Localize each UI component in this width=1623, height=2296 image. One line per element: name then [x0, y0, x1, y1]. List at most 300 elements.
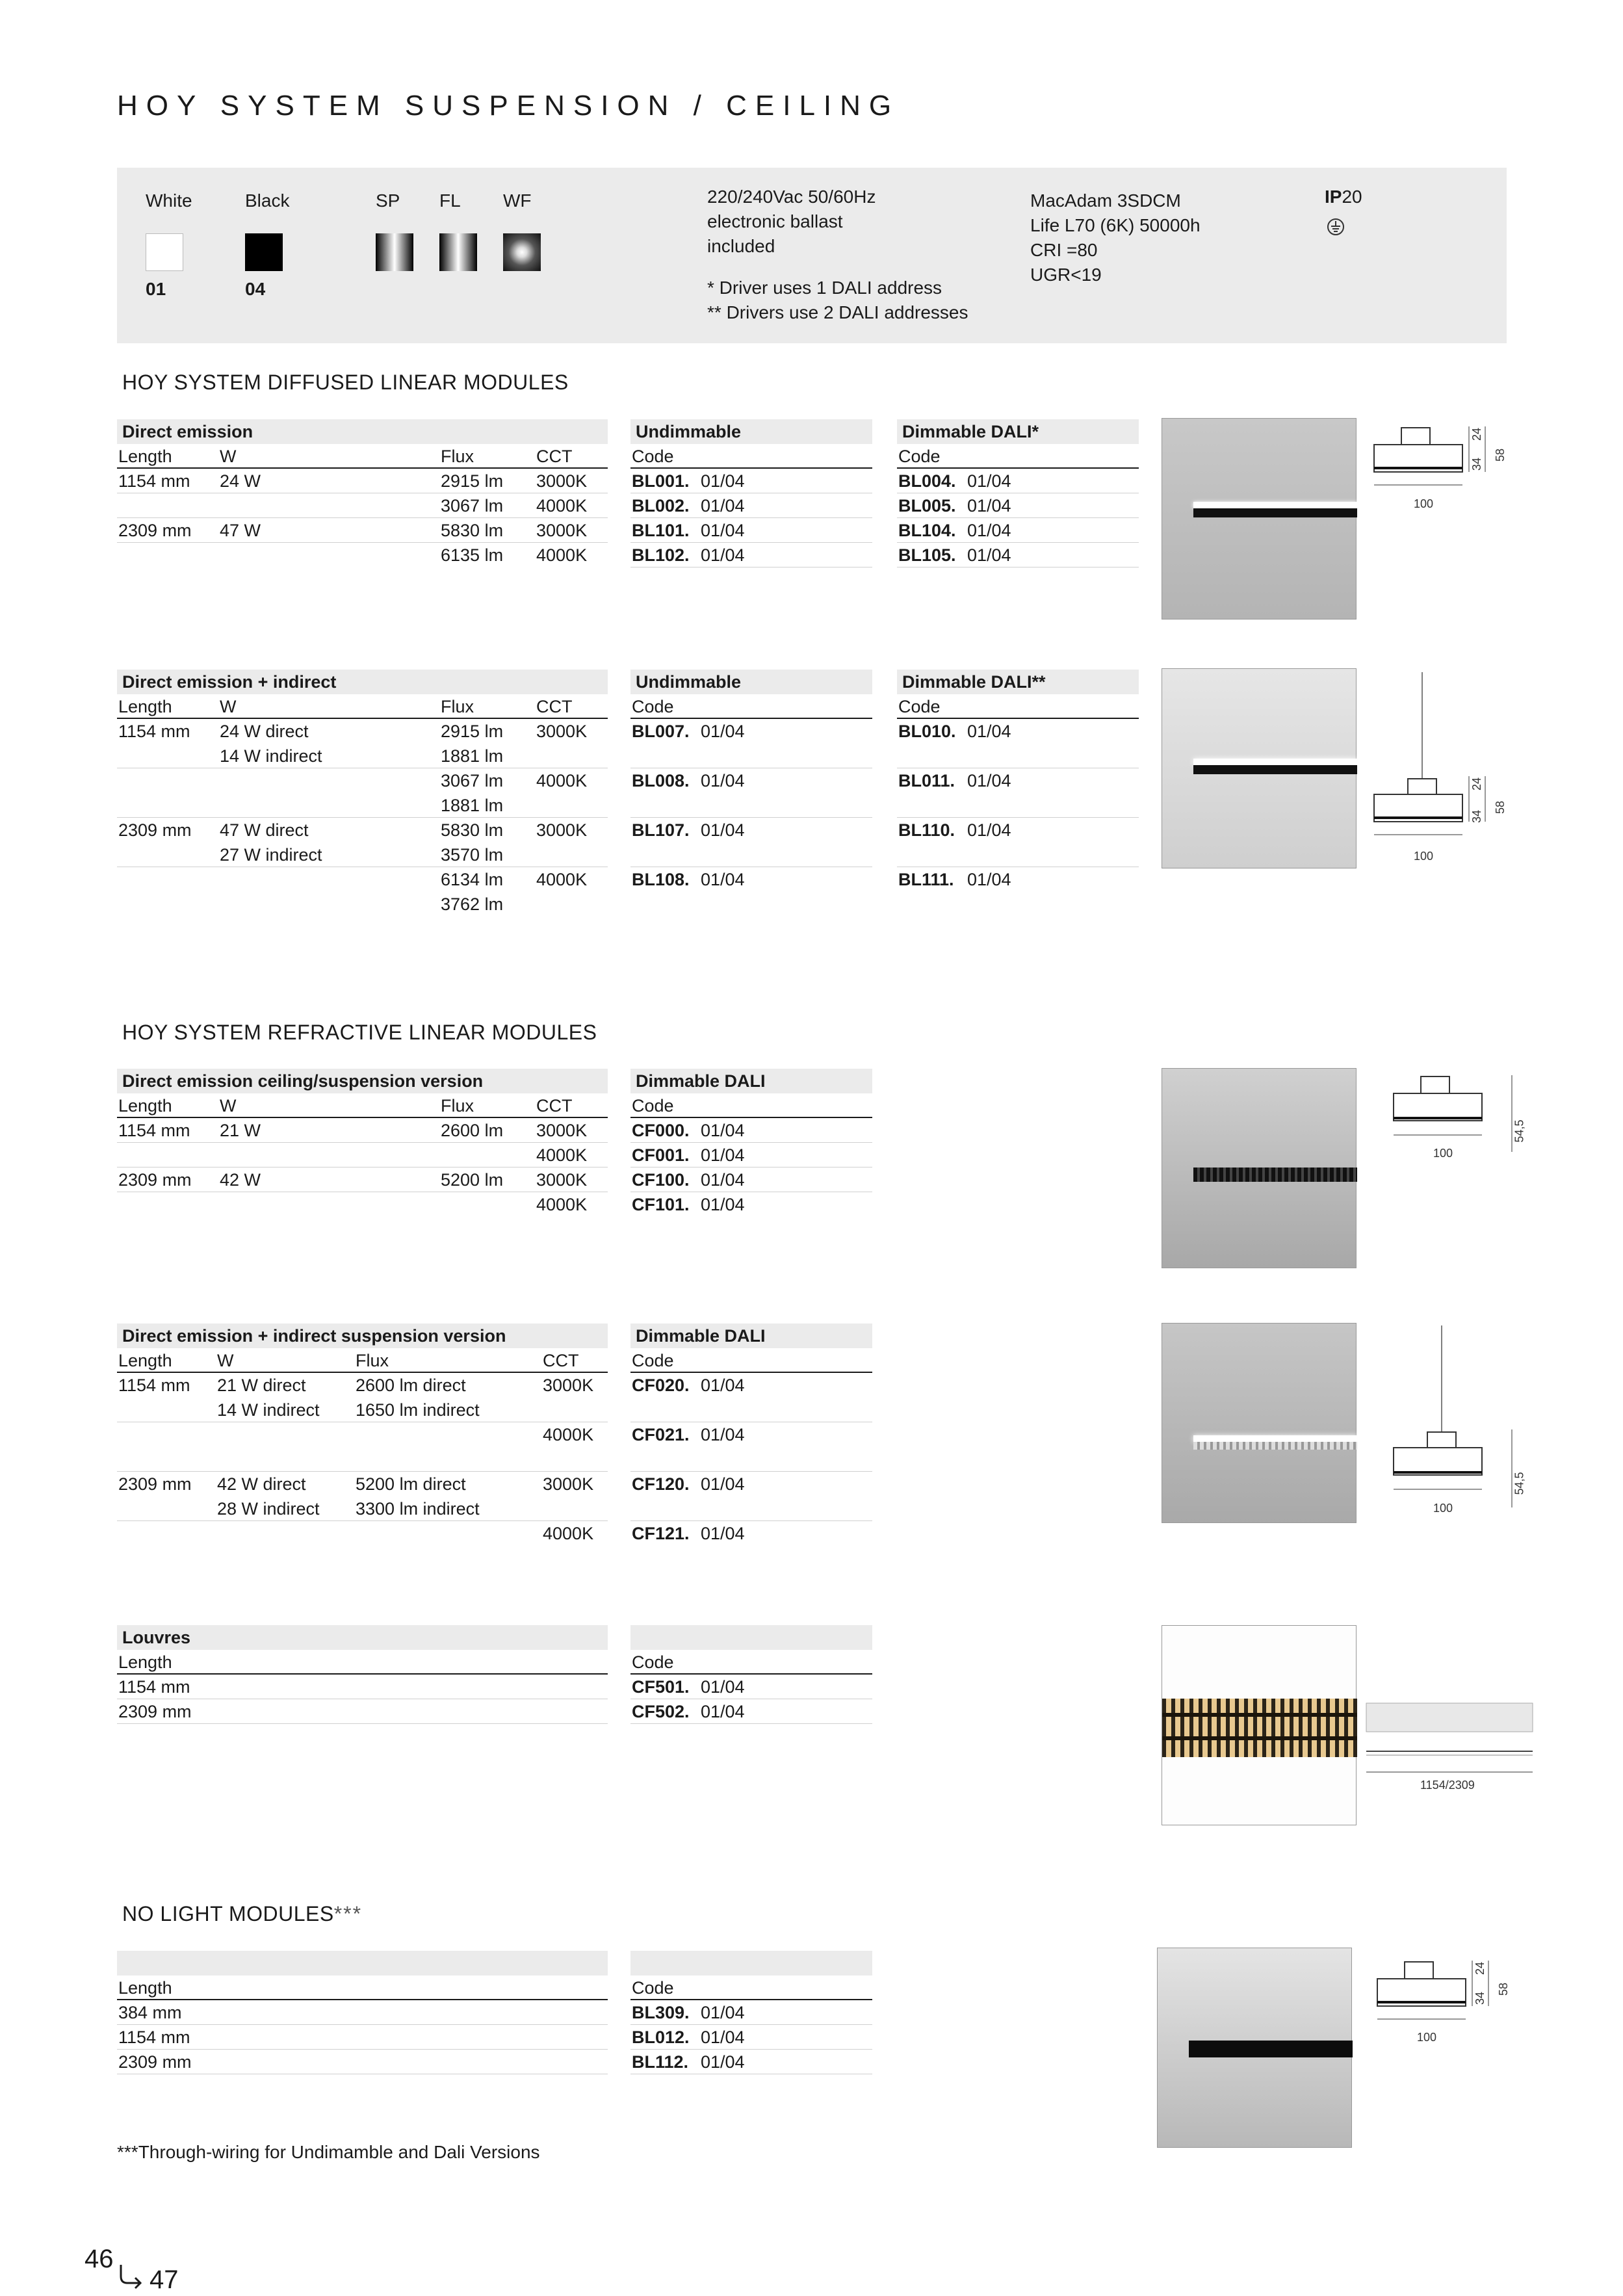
- table-row: [630, 1168, 872, 1192]
- table-row: [117, 493, 608, 518]
- table-title: Dimmable DALI*: [897, 419, 1139, 444]
- cct-cell: 4000K: [543, 1524, 594, 1543]
- nolight-code-table: [630, 1951, 872, 2074]
- flux-cell: 6134 lm: [441, 870, 504, 889]
- finish-cell: 01/04: [967, 545, 1011, 565]
- table-title-blank: [630, 1625, 872, 1650]
- table-row: [117, 1168, 608, 1192]
- dim-height: 54,5: [1513, 1472, 1526, 1495]
- table-header: [630, 1093, 872, 1118]
- optic-sp-label: SP: [376, 190, 400, 211]
- finish-cell: 01/04: [701, 1474, 745, 1494]
- flux-indirect-cell: 3762 lm: [441, 894, 504, 914]
- optic-wf-label: WF: [503, 190, 532, 211]
- table-title: Direct emission ceiling/suspension version: [117, 1069, 608, 1093]
- lamp-body: [1193, 508, 1357, 517]
- code-cell: CF001.: [632, 1145, 690, 1165]
- lamp-body: [1193, 1442, 1357, 1450]
- length-cell: 1154 mm: [118, 2028, 190, 2047]
- table-row: [630, 768, 872, 818]
- table-row: [897, 719, 1139, 768]
- length-cell: 2309 mm: [118, 1170, 192, 1190]
- table-row: [897, 867, 1139, 917]
- code-cell: CF100.: [632, 1170, 690, 1190]
- dim-a: 24: [1470, 777, 1484, 791]
- code-cell: CF501.: [632, 1677, 690, 1697]
- table-row: [117, 1521, 608, 1571]
- dim-width: 100: [1433, 1147, 1453, 1160]
- col-code: Code: [632, 697, 674, 716]
- finish-cell: 01/04: [701, 771, 745, 790]
- table-title: Undimmable: [630, 419, 872, 444]
- flux-indirect-cell: 1881 lm: [441, 746, 504, 766]
- table-row: [117, 1118, 608, 1143]
- table-row: [117, 768, 608, 818]
- code-cell: BL102.: [632, 545, 690, 565]
- col-cct: CCT: [536, 1096, 573, 1115]
- code-cell: CF020.: [632, 1376, 690, 1395]
- col-length: Length: [118, 1351, 172, 1370]
- ip-value: 20: [1342, 187, 1362, 207]
- col-flux: Flux: [441, 1096, 474, 1115]
- black-swatch: [245, 233, 283, 271]
- lamp-light-strip: [1193, 1435, 1357, 1442]
- finish-white-code: 01: [146, 279, 166, 299]
- table-header: [897, 444, 1139, 469]
- col-length: Length: [118, 1652, 172, 1672]
- finish-cell: 01/04: [701, 1195, 745, 1214]
- product-photo-refractive-ceiling: [1162, 1068, 1357, 1268]
- table-title-blank: [630, 1951, 872, 1976]
- refractive-ceiling-dali-table: [630, 1069, 872, 1217]
- col-cct: CCT: [543, 1351, 579, 1370]
- w-cell: 21 W direct: [217, 1376, 306, 1395]
- code-cell: CF000.: [632, 1121, 690, 1140]
- dimension-drawing-louvres: [1365, 1702, 1535, 1780]
- col-length: Length: [118, 447, 172, 466]
- code-cell: BL108.: [632, 870, 690, 889]
- dimension-drawing-diffused-indirect: [1371, 670, 1501, 865]
- length-cell: 2309 mm: [118, 820, 192, 840]
- cct-cell: 4000K: [536, 496, 588, 515]
- table-title: Direct emission + indirect: [117, 670, 608, 694]
- cct-cell: 3000K: [536, 471, 588, 491]
- col-code: Code: [632, 447, 674, 466]
- table-row: [117, 1699, 608, 1724]
- table-row: [117, 469, 608, 493]
- col-code: Code: [898, 697, 941, 716]
- next-page-link[interactable]: 47: [149, 2265, 179, 2294]
- nolight-heading-text: NO LIGHT MODULES: [122, 1902, 334, 1925]
- cct-cell: 3000K: [536, 722, 588, 741]
- dim-c: 58: [1497, 1982, 1511, 1996]
- col-w: W: [220, 447, 237, 466]
- finish-cell: 01/04: [701, 1145, 745, 1165]
- w-indirect-cell: 28 W indirect: [217, 1499, 320, 1519]
- finish-cell: 01/04: [701, 1170, 745, 1190]
- table-row: [630, 2050, 872, 2074]
- table-row: [630, 867, 872, 917]
- dim-a: 24: [1474, 1961, 1487, 1976]
- table-header: [117, 1348, 608, 1373]
- dali-note-2: ** Drivers use 2 DALI addresses: [707, 302, 968, 322]
- col-code: Code: [632, 1978, 674, 1998]
- louvre-bar: [1162, 1713, 1357, 1717]
- table-row: [897, 543, 1139, 567]
- table-row: [630, 543, 872, 567]
- optic-fl-icon: [439, 233, 477, 271]
- dim-c: 58: [1494, 800, 1507, 815]
- code-cell: BL110.: [898, 820, 955, 840]
- cct-cell: 3000K: [536, 820, 588, 840]
- cct-cell: 3000K: [536, 1121, 588, 1140]
- finish-cell: 01/04: [701, 722, 745, 741]
- col-code: Code: [632, 1351, 674, 1370]
- flux-cell: 2600 lm direct: [356, 1376, 466, 1395]
- lamp-light-strip: [1193, 502, 1357, 508]
- product-photo-diffused-direct: [1162, 418, 1357, 620]
- flux-indirect-cell: 1650 lm indirect: [356, 1400, 480, 1420]
- table-row: [117, 1373, 608, 1422]
- w-cell: 21 W: [220, 1121, 261, 1140]
- refractive-suspension-dali-table: [630, 1324, 872, 1571]
- finish-cell: 01/04: [701, 1702, 745, 1721]
- length-cell: 1154 mm: [118, 1677, 190, 1697]
- flux-cell: 2915 lm: [441, 722, 504, 741]
- code-cell: BL309.: [632, 2003, 690, 2022]
- flux-cell: 3067 lm: [441, 496, 504, 515]
- dim-width: 100: [1433, 1502, 1453, 1515]
- table-title: Direct emission + indirect suspension version: [117, 1324, 608, 1348]
- length-cell: 2309 mm: [118, 1702, 192, 1721]
- col-cct: CCT: [536, 697, 573, 716]
- finish-cell: 01/04: [701, 820, 745, 840]
- w-cell: 47 W direct: [220, 820, 309, 840]
- code-cell: CF502.: [632, 1702, 690, 1721]
- finish-cell: 01/04: [967, 820, 1011, 840]
- cct-cell: 4000K: [536, 1195, 588, 1214]
- table-header: [117, 1976, 608, 2000]
- finish-cell: 01/04: [701, 1376, 745, 1395]
- table-row: [630, 1699, 872, 1724]
- dim-width: 100: [1417, 2031, 1437, 2044]
- table-row: [630, 469, 872, 493]
- code-cell: CF120.: [632, 1474, 690, 1494]
- lamp-body: [1193, 765, 1357, 774]
- optic-wf-icon: [503, 233, 541, 271]
- cct-cell: 3000K: [543, 1474, 594, 1494]
- flux-cell: 2600 lm: [441, 1121, 504, 1140]
- table-row: [630, 1118, 872, 1143]
- table-header: [117, 1650, 608, 1675]
- table-row: [630, 493, 872, 518]
- dim-width: 100: [1414, 497, 1434, 510]
- diffused-indirect-table: [117, 670, 608, 917]
- lamp-body: [1193, 1168, 1357, 1182]
- white-swatch: [146, 233, 183, 271]
- table-row: [117, 1143, 608, 1168]
- flux-indirect-cell: 3300 lm indirect: [356, 1499, 480, 1519]
- code-cell: BL011.: [898, 771, 955, 790]
- finish-cell: 01/04: [701, 496, 745, 515]
- finish-black-code: 04: [245, 279, 266, 299]
- refractive-suspension-table: [117, 1324, 608, 1571]
- col-w: W: [220, 1096, 237, 1115]
- louvre-bar: [1162, 1736, 1357, 1740]
- page-title: HOY SYSTEM SUSPENSION / CEILING: [117, 90, 900, 122]
- table-row: [630, 1675, 872, 1699]
- table-row: [117, 1675, 608, 1699]
- table-row: [630, 1192, 872, 1217]
- table-row: [117, 818, 608, 867]
- table-row: [117, 2050, 608, 2074]
- table-row: [630, 719, 872, 768]
- col-length: Length: [118, 1096, 172, 1115]
- code-cell: CF121.: [632, 1524, 690, 1543]
- code-cell: BL104.: [898, 521, 956, 540]
- w-indirect-cell: 27 W indirect: [220, 845, 322, 865]
- louvres-table: [117, 1625, 608, 1724]
- table-row: [630, 1422, 872, 1472]
- w-indirect-cell: 14 W indirect: [217, 1400, 320, 1420]
- table-row: [630, 1373, 872, 1422]
- table-header: [630, 694, 872, 719]
- col-flux: Flux: [441, 697, 474, 716]
- cct-cell: 3000K: [543, 1376, 594, 1395]
- page-number: 46: [84, 2245, 114, 2273]
- finish-cell: 01/04: [701, 545, 745, 565]
- flux-indirect-cell: 3570 lm: [441, 845, 504, 865]
- electrical-line-1: 220/240Vac 50/60Hz: [707, 187, 876, 207]
- dimension-drawing-refractive-suspension: [1391, 1323, 1521, 1518]
- table-header: [630, 444, 872, 469]
- finish-cell: 01/04: [967, 771, 1011, 790]
- length-cell: 1154 mm: [118, 1376, 190, 1395]
- finish-cell: 01/04: [967, 521, 1011, 540]
- finish-cell: 01/04: [701, 521, 745, 540]
- refractive-ceiling-table: [117, 1069, 608, 1217]
- w-cell: 24 W direct: [220, 722, 309, 741]
- dim-a: 24: [1470, 427, 1484, 441]
- dim-b: 34: [1474, 1991, 1487, 2005]
- finish-cell: 01/04: [701, 2003, 745, 2022]
- table-title: Louvres: [117, 1625, 608, 1650]
- code-cell: BL004.: [898, 471, 956, 491]
- finish-cell: 01/04: [701, 1524, 745, 1543]
- table-title-blank: [117, 1951, 608, 1976]
- cct-cell: 4000K: [536, 870, 588, 889]
- flux-indirect-cell: 1881 lm: [441, 796, 504, 815]
- table-row: [630, 1521, 872, 1571]
- flux-cell: 5200 lm: [441, 1170, 504, 1190]
- spec-line-3: CRI =80: [1030, 240, 1098, 260]
- code-cell: BL002.: [632, 496, 690, 515]
- table-header: [630, 1976, 872, 2000]
- code-cell: BL111.: [898, 870, 954, 889]
- dim-c: 58: [1494, 448, 1507, 462]
- col-cct: CCT: [536, 447, 573, 466]
- dim-height: 54,5: [1513, 1119, 1526, 1143]
- table-row: [117, 2000, 608, 2025]
- code-cell: BL105.: [898, 545, 956, 565]
- code-cell: BL107.: [632, 820, 690, 840]
- length-cell: 2309 mm: [118, 1474, 192, 1494]
- product-photo-no-light: [1157, 1948, 1352, 2148]
- code-cell: CF021.: [632, 1425, 690, 1444]
- table-title: Dimmable DALI: [630, 1324, 872, 1348]
- finish-cell: 01/04: [967, 471, 1011, 491]
- table-row: [630, 1143, 872, 1168]
- ip-rating: [1325, 185, 1362, 209]
- cct-cell: 4000K: [536, 771, 588, 790]
- length-cell: 2309 mm: [118, 2052, 192, 2072]
- dali-note-1: * Driver uses 1 DALI address: [707, 278, 942, 298]
- optic-fl-label: FL: [439, 190, 461, 211]
- table-row: [897, 768, 1139, 818]
- louvres-code-table: [630, 1625, 872, 1724]
- length-cell: 384 mm: [118, 2003, 182, 2022]
- louvre-grid: [1162, 1699, 1357, 1757]
- table-row: [117, 1192, 608, 1217]
- table-row: [117, 543, 608, 567]
- ip-label: IP: [1325, 187, 1342, 207]
- lamp-body: [1189, 2041, 1353, 2057]
- col-length: Length: [118, 697, 172, 716]
- spec-line-1: MacAdam 3SDCM: [1030, 190, 1181, 211]
- w-cell: 42 W direct: [217, 1474, 306, 1494]
- refractive-heading: HOY SYSTEM REFRACTIVE LINEAR MODULES: [122, 1021, 597, 1044]
- flux-cell: 5200 lm direct: [356, 1474, 466, 1494]
- finish-cell: 01/04: [701, 2052, 745, 2072]
- nolight-stars: ***: [333, 1902, 363, 1925]
- table-row: [117, 1472, 608, 1521]
- length-cell: 1154 mm: [118, 1121, 190, 1140]
- nolight-table: [117, 1951, 608, 2074]
- table-row: [117, 1422, 608, 1472]
- table-header: [630, 1650, 872, 1675]
- table-header: [117, 694, 608, 719]
- cct-cell: 3000K: [536, 521, 588, 540]
- finish-cell: 01/04: [967, 870, 1011, 889]
- w-cell: 24 W: [220, 471, 261, 491]
- optic-sp-icon: [376, 233, 413, 271]
- length-cell: 1154 mm: [118, 471, 190, 491]
- table-row: [630, 2000, 872, 2025]
- dim-b: 34: [1470, 457, 1484, 471]
- length-cell: 2309 mm: [118, 521, 192, 540]
- table-row: [897, 818, 1139, 867]
- table-row: [117, 518, 608, 543]
- flux-cell: 5830 lm: [441, 521, 504, 540]
- electrical-line-2: electronic ballast: [707, 211, 843, 231]
- finish-cell: 01/04: [701, 1677, 745, 1697]
- cct-cell: 3000K: [536, 1170, 588, 1190]
- table-title: Undimmable: [630, 670, 872, 694]
- finish-cell: 01/04: [967, 722, 1011, 741]
- next-page-arrow-icon[interactable]: [117, 2262, 144, 2289]
- dim-width: 100: [1414, 850, 1434, 863]
- flux-cell: 6135 lm: [441, 545, 504, 565]
- w-cell: 42 W: [220, 1170, 261, 1190]
- product-photo-diffused-indirect: [1162, 668, 1357, 868]
- table-row: [630, 818, 872, 867]
- diffused-indirect-dali-table: [897, 670, 1139, 917]
- table-row: [897, 493, 1139, 518]
- flux-cell: 3067 lm: [441, 771, 504, 790]
- code-cell: BL008.: [632, 771, 690, 790]
- electrical-line-3: included: [707, 236, 775, 256]
- col-w: W: [220, 697, 237, 716]
- spec-line-4: UGR<19: [1030, 265, 1102, 285]
- diffused-direct-table: [117, 419, 608, 567]
- code-cell: BL005.: [898, 496, 956, 515]
- info-box: [117, 168, 1507, 343]
- table-header: [117, 444, 608, 469]
- table-row: [117, 867, 608, 917]
- code-cell: BL012.: [632, 2028, 690, 2047]
- table-row: [117, 2025, 608, 2050]
- flux-cell: 2915 lm: [441, 471, 504, 491]
- table-header: [897, 694, 1139, 719]
- finish-cell: 01/04: [701, 1425, 745, 1444]
- finish-cell: 01/04: [701, 2028, 745, 2047]
- finish-cell: 01/04: [701, 1121, 745, 1140]
- col-code: Code: [632, 1096, 674, 1115]
- footnote: ***Through-wiring for Undimamble and Dali Versions: [117, 2142, 540, 2162]
- lamp-light-strip: [1193, 759, 1357, 765]
- product-photo-louvres: [1162, 1625, 1357, 1825]
- table-row: [630, 518, 872, 543]
- table-row: [630, 1472, 872, 1521]
- col-w: W: [217, 1351, 234, 1370]
- table-row: [117, 719, 608, 768]
- length-cell: 1154 mm: [118, 722, 190, 741]
- code-cell: BL010.: [898, 722, 956, 741]
- finish-white-label: White: [146, 190, 192, 211]
- cct-cell: 4000K: [536, 1145, 588, 1165]
- code-cell: BL007.: [632, 722, 690, 741]
- col-flux: Flux: [356, 1351, 389, 1370]
- diffused-direct-undim-table: [630, 419, 872, 567]
- diffused-indirect-undim-table: [630, 670, 872, 917]
- code-cell: CF101.: [632, 1195, 690, 1214]
- table-header: [630, 1348, 872, 1373]
- spec-line-2: Life L70 (6K) 50000h: [1030, 215, 1201, 235]
- dimension-drawing-refractive-ceiling: [1391, 1071, 1521, 1162]
- col-length: Length: [118, 1978, 172, 1998]
- nolight-heading: [122, 1901, 362, 1927]
- code-cell: BL101.: [632, 521, 690, 540]
- dim-length: 1154/2309: [1420, 1779, 1475, 1792]
- cct-cell: 4000K: [543, 1425, 594, 1444]
- w-cell: 47 W: [220, 521, 261, 540]
- dim-b: 34: [1470, 809, 1484, 824]
- w-indirect-cell: 14 W indirect: [220, 746, 322, 766]
- code-cell: BL112.: [632, 2052, 689, 2072]
- ground-icon: [1326, 217, 1345, 237]
- finish-cell: 01/04: [701, 471, 745, 491]
- table-row: [897, 469, 1139, 493]
- cct-cell: 4000K: [536, 545, 588, 565]
- finish-cell: 01/04: [967, 496, 1011, 515]
- col-code: Code: [898, 447, 941, 466]
- table-row: [630, 2025, 872, 2050]
- table-row: [897, 518, 1139, 543]
- table-title: Direct emission: [117, 419, 608, 444]
- diffused-heading: HOY SYSTEM DIFFUSED LINEAR MODULES: [122, 371, 569, 394]
- table-header: [117, 1093, 608, 1118]
- diffused-direct-dali-table: [897, 419, 1139, 567]
